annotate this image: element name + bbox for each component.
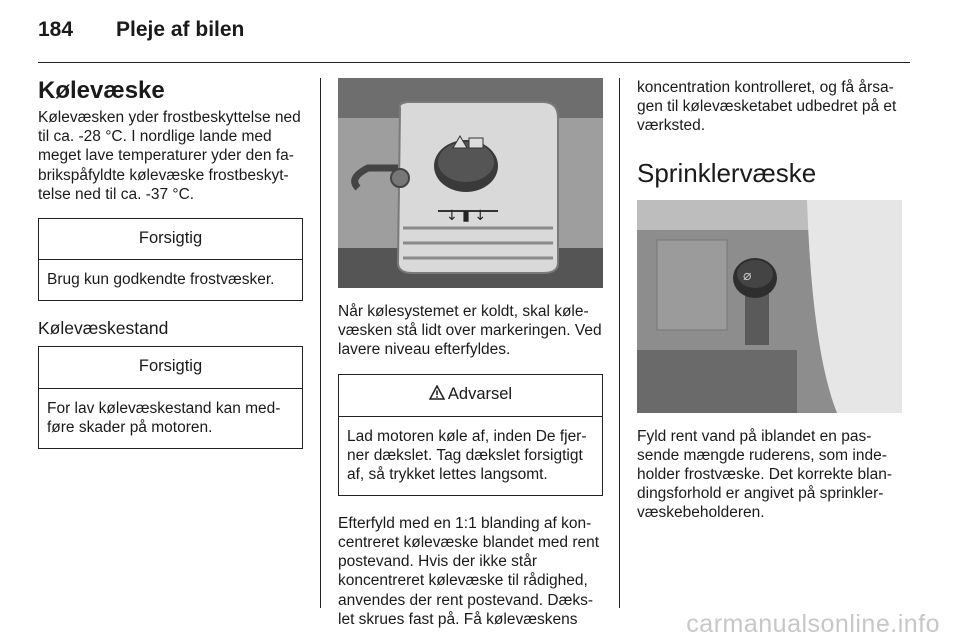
column-divider [320, 78, 321, 608]
column-divider [619, 78, 620, 608]
warning-body: Lad motoren køle af, inden De fjerner dækslet. Tag dækslet forsigtigt af, så trykket lettes langsomt. [347, 427, 587, 483]
coolant-intro: Kølevæsken yder frostbeskyttelse ned til ca. -28 °C. I nordlige lande med meget lave temperaturer yder den fabrikspåfyldte kølevæske frostbeskyttelse ned til ca. -37 °C. [38, 109, 301, 203]
svg-text:⌀: ⌀ [743, 267, 752, 284]
caution-title: Forsigtig [39, 219, 302, 260]
caution-title: Forsigtig [39, 347, 302, 388]
washer-reservoir-illustration [637, 200, 902, 413]
warning-triangle-icon [429, 385, 445, 405]
caution-box [38, 218, 303, 301]
refill-instructions: Efterfyld med en 1:1 blanding af koncentreret kølevæske blandet med rent postevand. Hvis der ikke står koncentreret kølevæske til rådighed, anvendes der rent postevand. Dækslet skrues fast på. Få kølevæskens [338, 514, 600, 628]
caution-body: For lav kølevæskestand kan medføre skader på motoren. [47, 399, 281, 436]
page-header [38, 18, 244, 48]
warning-title: Advarsel [447, 385, 513, 404]
column-1 [38, 78, 303, 449]
column-2 [338, 78, 603, 629]
coolant-level-instructions: Når kølesystemet er koldt, skal kølevæsken stå lidt over markeringen. Ved lavere niveau efterfyldes. [338, 303, 602, 359]
coolant-continued: koncentration kontrolleret, og få årsagen til kølevæsketabet udbedret på et værksted. [637, 79, 897, 135]
running-title: Pleje af bilen [116, 18, 245, 41]
warning-box [338, 374, 603, 496]
coolant-reservoir-illustration [338, 78, 603, 288]
page-number: 184 [38, 18, 74, 41]
warning-header [339, 375, 602, 417]
header-rule [38, 62, 910, 63]
column-3 [637, 78, 902, 523]
watermark: carmanualsonline.info [686, 610, 940, 638]
caution-box [38, 346, 303, 448]
coolant-reservoir-photo [338, 78, 603, 288]
caution-body: Brug kun godkendte frostvæsker. [47, 271, 275, 289]
svg-text:↓ ▮ ↓: ↓ ▮ ↓ [446, 208, 487, 224]
washer-fluid-instructions: Fyld rent vand på iblandet en passende mængde ruderens, som indeholder frostvæske. Det korrekte blandingsforhold er angivet på sprinklervæskebeholderen. [637, 427, 893, 522]
washer-reservoir-photo [637, 200, 902, 413]
subheading-coolant-level: Kølevæskestand [38, 318, 169, 339]
section-heading-washer: Sprinklervæske [637, 157, 817, 188]
section-heading-coolant: Kølevæske [38, 77, 165, 104]
